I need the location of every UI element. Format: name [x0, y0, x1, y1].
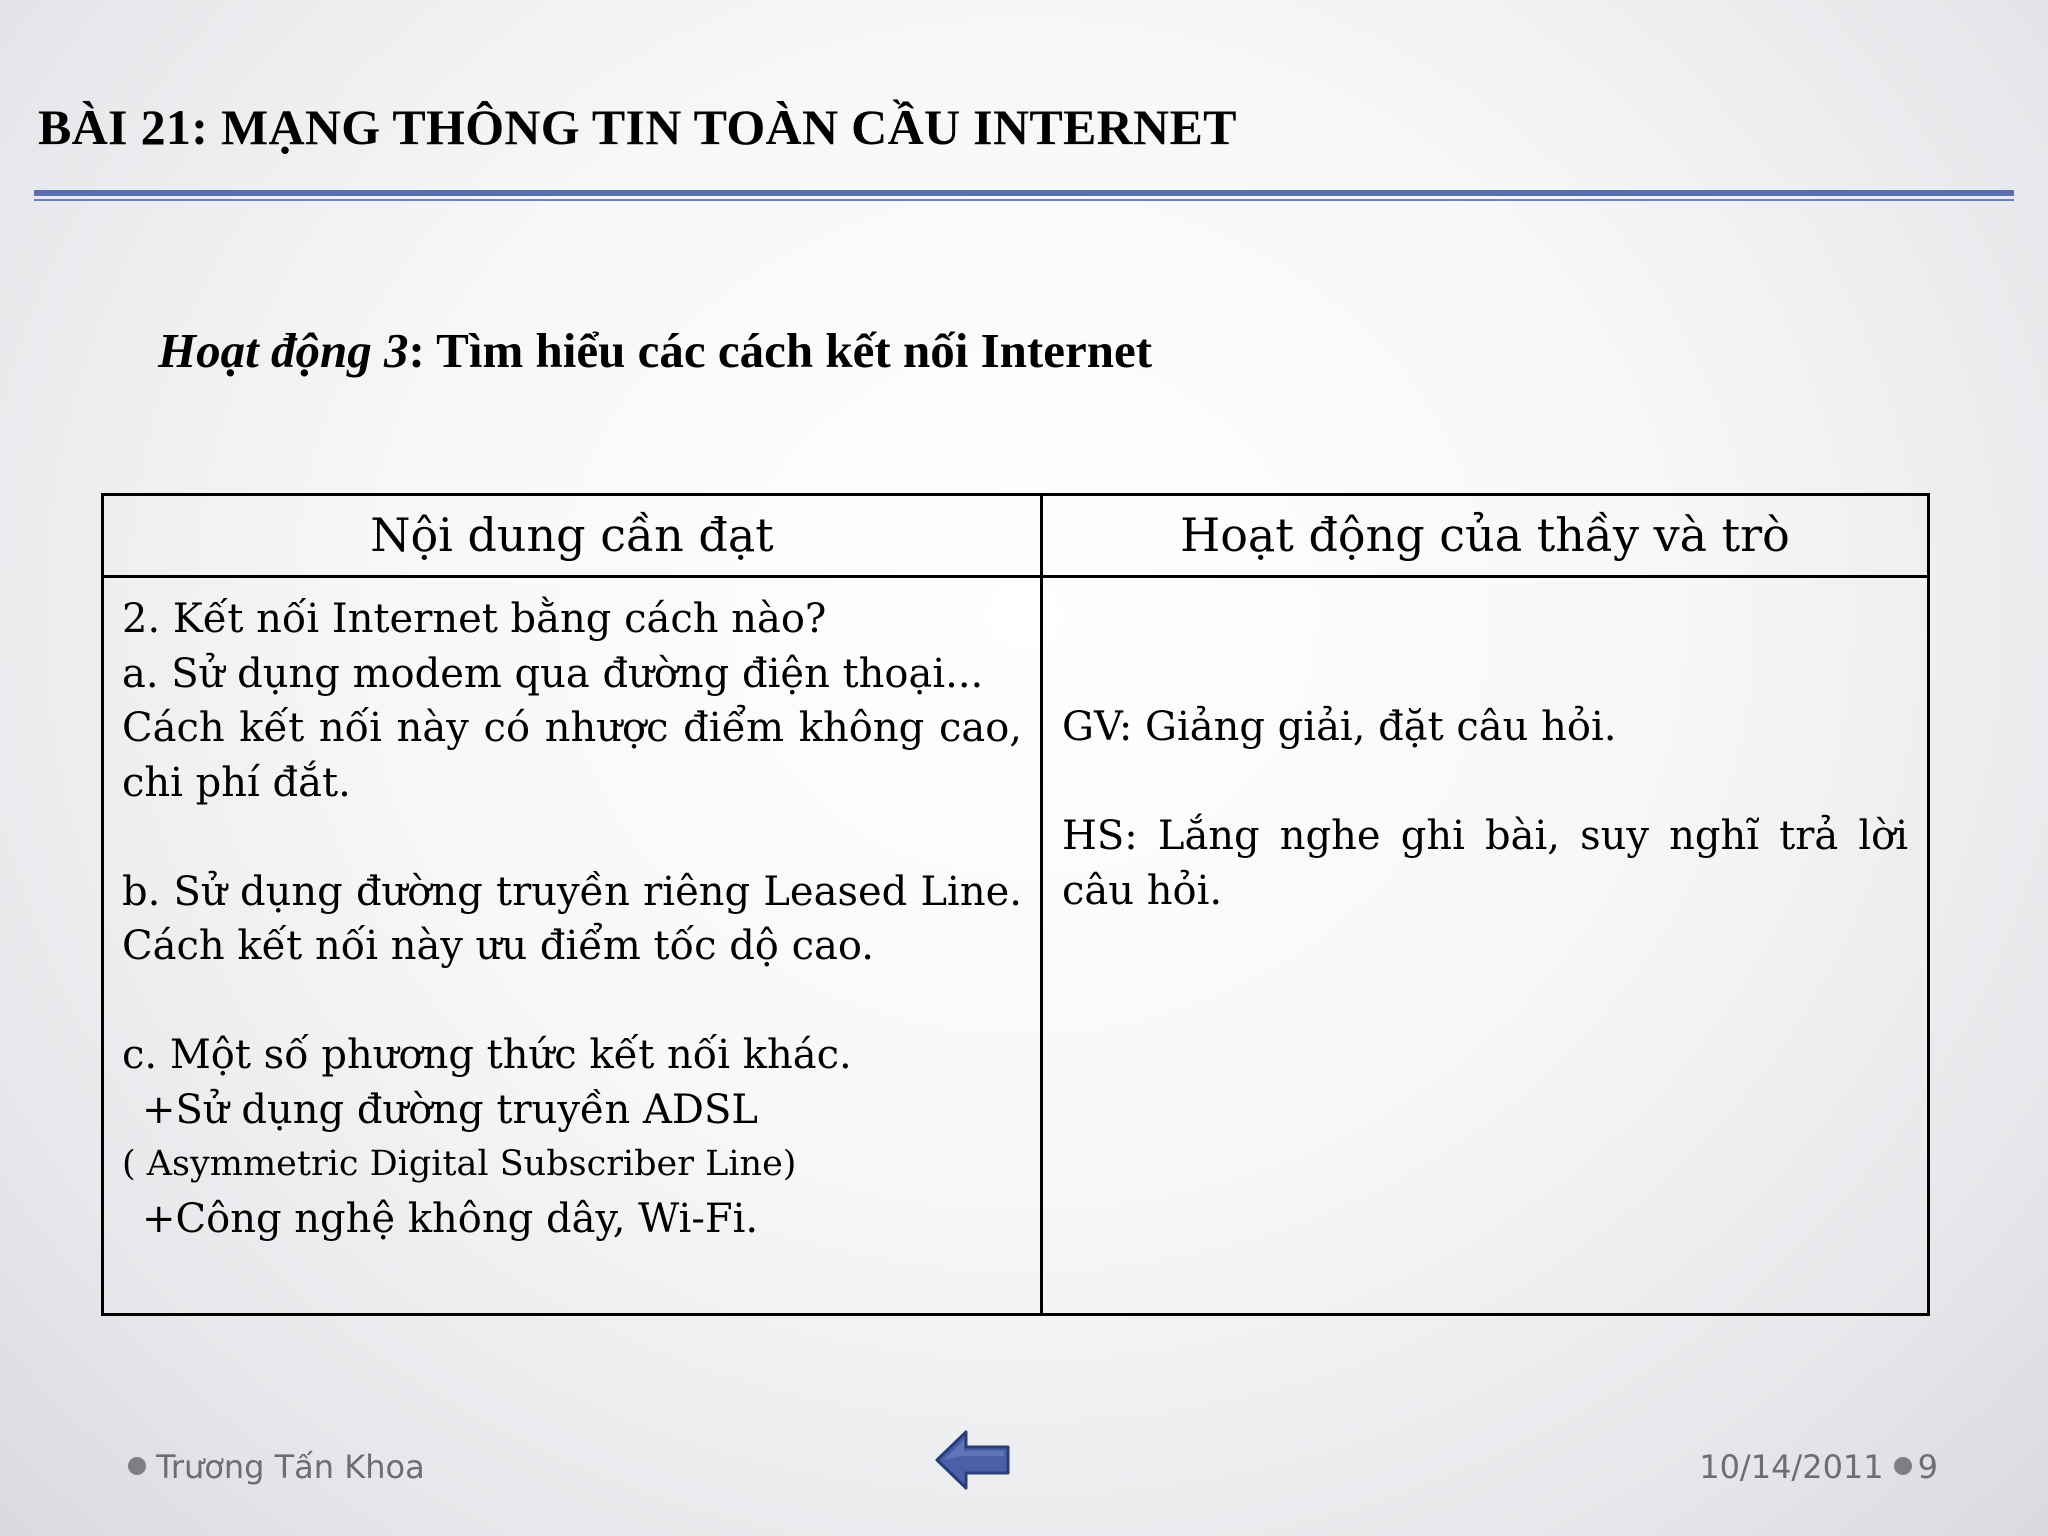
question-line: 2. Kết nối Internet bằng cách nào?: [122, 596, 827, 642]
arrow-left-icon[interactable]: [934, 1428, 1012, 1492]
option-b: b. Sử dụng đường truyền riêng Leased Line. Cách kết nối này ưu điểm tốc dộ cao.: [122, 868, 1022, 969]
bullet-icon: [128, 1457, 146, 1475]
slide-number: 9: [1917, 1448, 1938, 1486]
adsl-expansion: ( Asymmetric Digital Subscriber Line): [122, 1144, 797, 1184]
column-divider: [1040, 496, 1043, 1313]
adsl-line: +Sử dụng đường truyền ADSL: [142, 1086, 758, 1133]
teacher-activity: GV: Giảng giải, đặt câu hỏi.: [1062, 704, 1617, 750]
slide-title: BÀI 21: MẠNG THÔNG TIN TOÀN CẦU INTERNET: [38, 99, 1237, 155]
activity-description: : Tìm hiểu các cách kết nối Internet: [408, 323, 1153, 378]
bullet-icon: [1894, 1457, 1912, 1475]
author-name: Trương Tấn Khoa: [156, 1448, 425, 1486]
header-teacher-student-activity: Hoạt động của thầy và trò: [1180, 508, 1790, 562]
table-header-row: [104, 496, 1927, 578]
option-a: a. Sử dụng modem qua đường điện thoại...: [122, 650, 984, 697]
option-a-note: Cách kết nối này có nhược điểm không cao, chi phí đắt.: [122, 705, 1022, 806]
activity-cell: [1062, 700, 1908, 918]
content-cell: [122, 592, 1022, 1246]
footer-date-page: [1699, 1445, 1938, 1489]
slide-date: 10/14/2011: [1699, 1448, 1884, 1486]
header-content-goals: Nội dung cần đạt: [370, 508, 774, 562]
content-table: [101, 493, 1930, 1316]
activity-heading: [158, 322, 1152, 379]
footer-author: [128, 1445, 425, 1489]
activity-label: Hoạt động 3: [158, 323, 409, 378]
title-divider: [34, 190, 2014, 201]
option-c: c. Một số phương thức kết nối khác.: [122, 1032, 852, 1078]
wifi-line: +Công nghệ không dây, Wi-Fi.: [142, 1195, 759, 1242]
student-activity: HS: Lắng nghe ghi bài, suy nghĩ trả lời câu hỏi.: [1062, 813, 1908, 914]
